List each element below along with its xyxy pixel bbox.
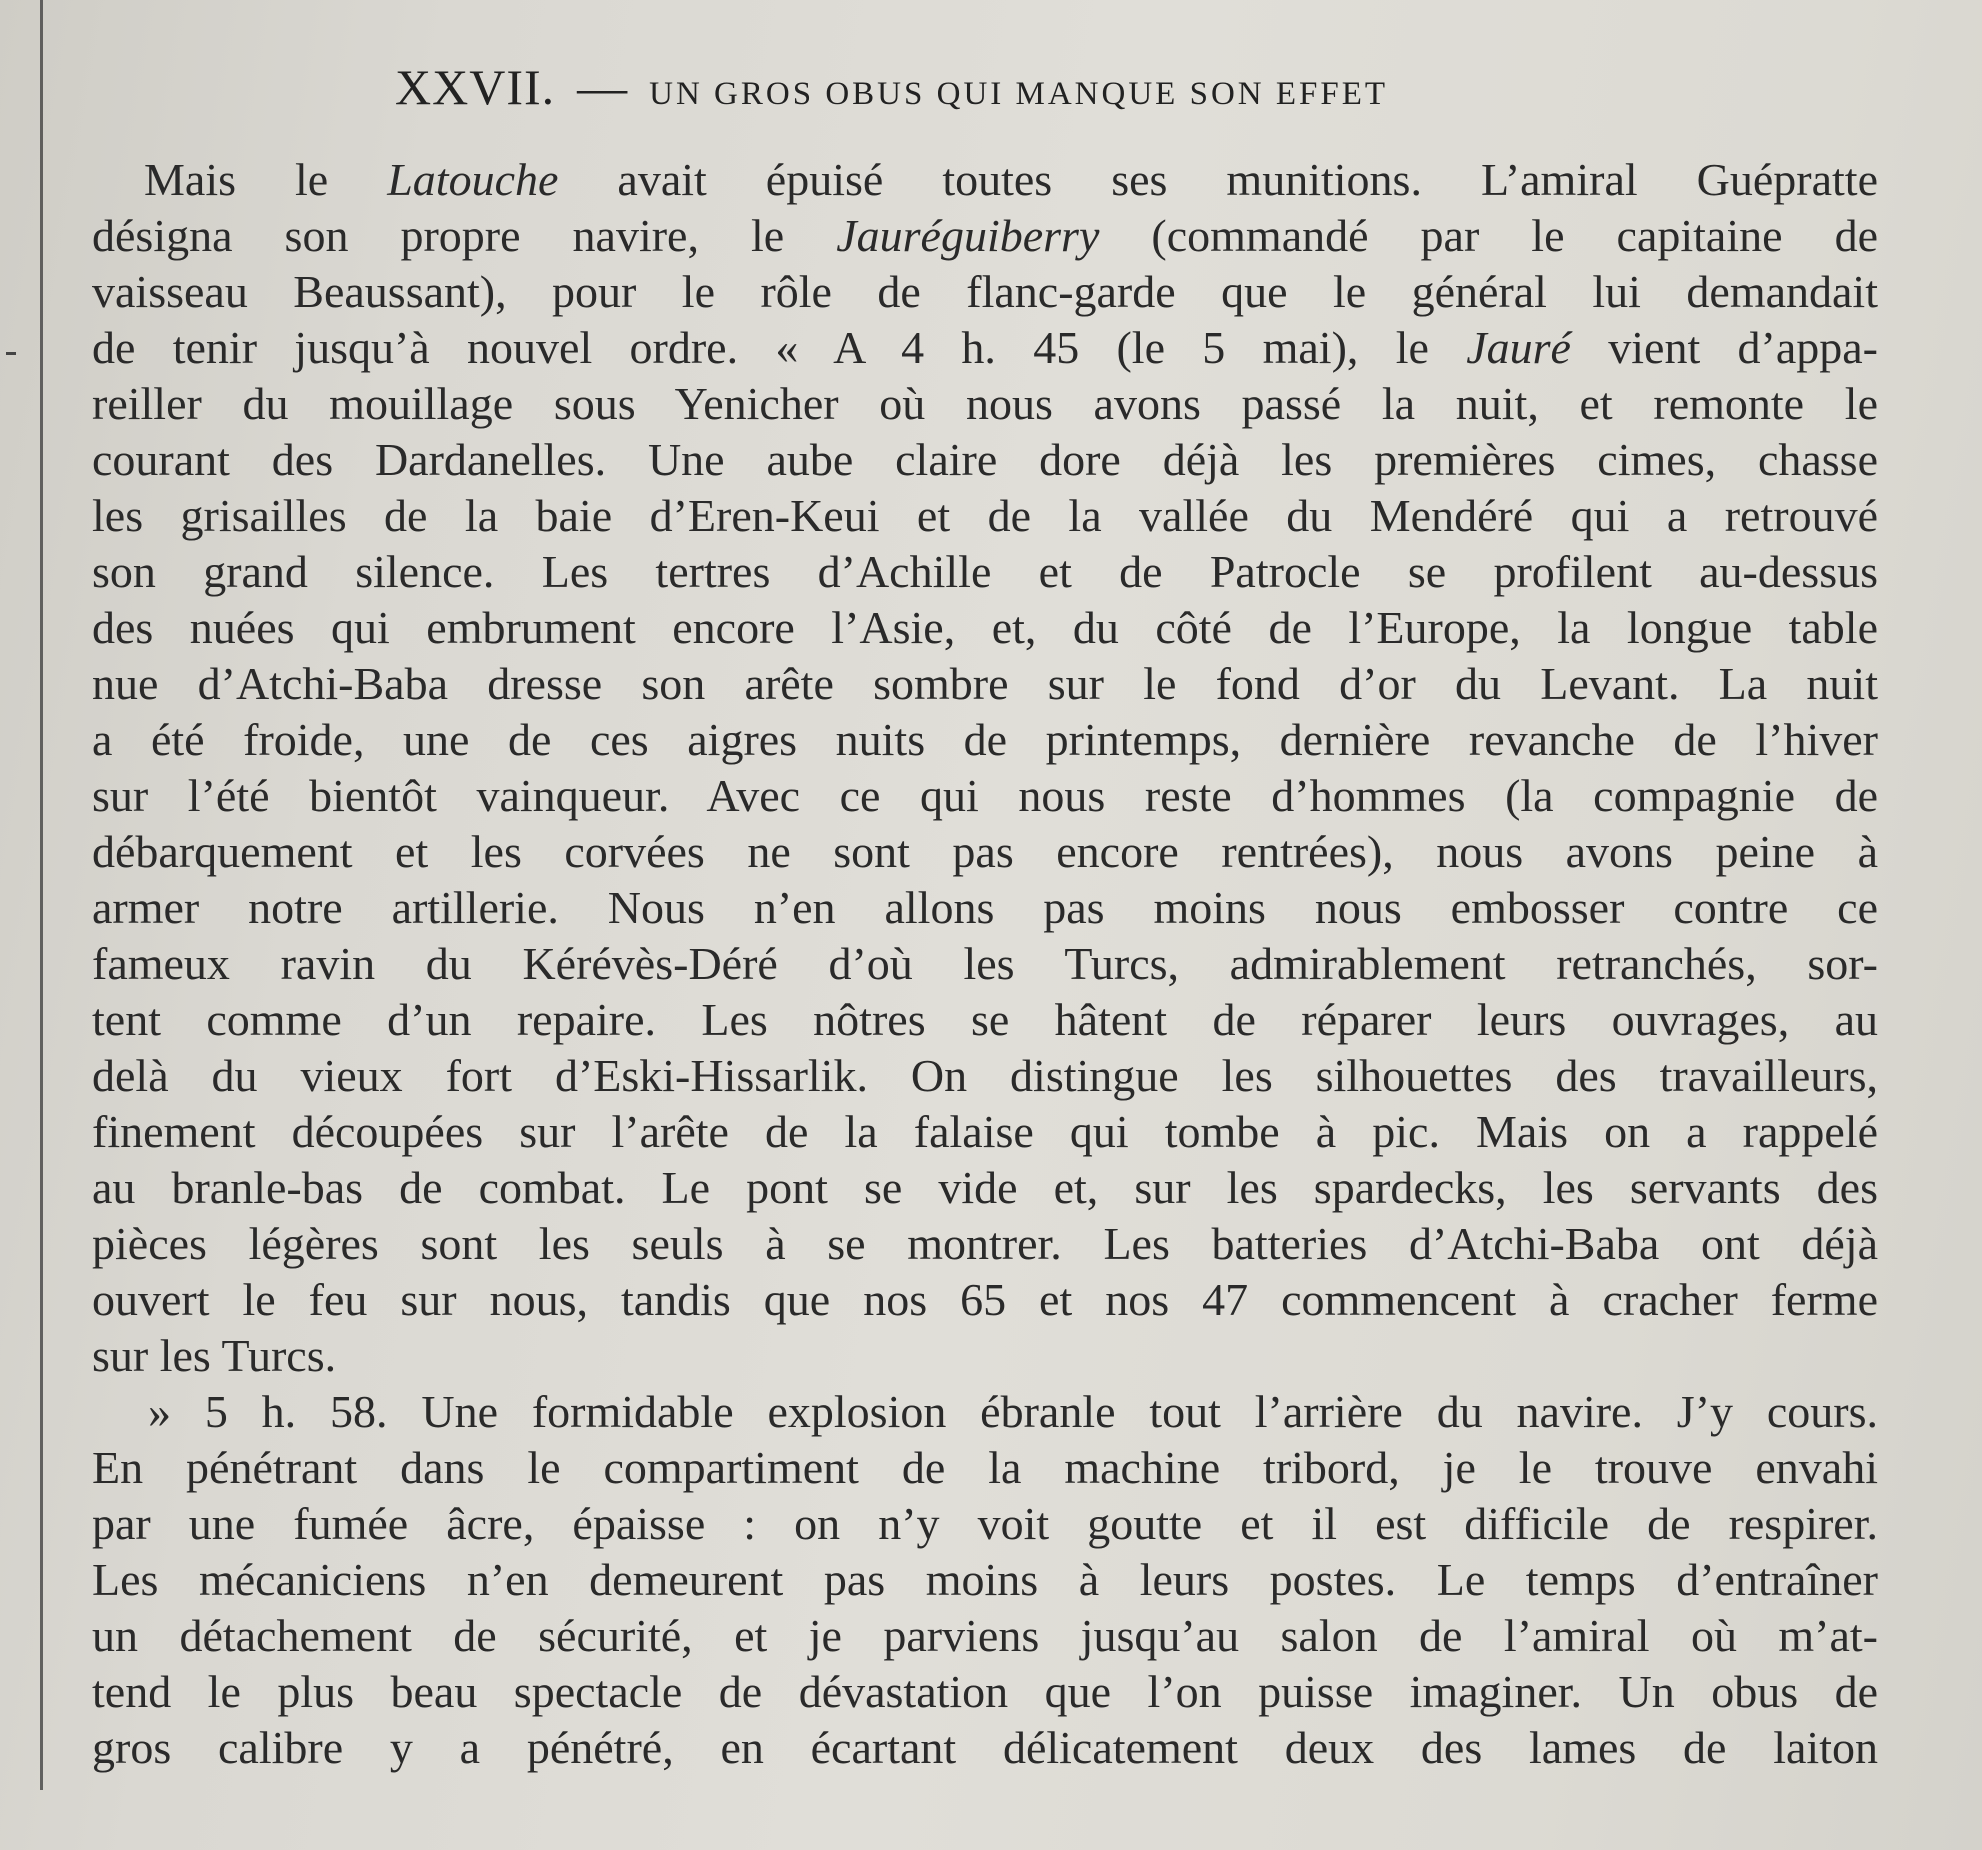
text-line: tend le plus beau spectacle de dévastation que l’on puisse imaginer. Un obus de [92, 1666, 1878, 1717]
text-line: de tenir jusqu’à nouvel ordre. « A 4 h. 45 (le 5 mai), le Jauré vient d’appa- [92, 322, 1878, 373]
text-line: des nuées qui embrument encore l’Asie, et, du côté de l’Europe, la longue table [92, 602, 1878, 653]
text-line: tent comme d’un repaire. Les nôtres se hâtent de réparer leurs ouvrages, au [92, 994, 1878, 1045]
chapter-heading [395, 58, 1695, 128]
text-line: désigna son propre navire, le Jauréguiberry (commandé par le capitaine de [92, 210, 1878, 261]
body-text [92, 152, 1878, 1776]
chapter-separator: — [577, 59, 628, 115]
text-line: pièces légères sont les seuls à se montrer. Les batteries d’Atchi-Baba ont déjà [92, 1218, 1878, 1269]
chapter-number: XXVII. [395, 59, 556, 115]
text-line: Mais le Latouche avait épuisé toutes ses munitions. L’amiral Guépratte [144, 154, 1878, 205]
text-line: vaisseau Beaussant), pour le rôle de flanc-garde que le général lui demandait [92, 266, 1878, 317]
text-line: sur l’été bientôt vainqueur. Avec ce qui nous reste d’hommes (la compagnie de [92, 770, 1878, 821]
text-line: a été froide, une de ces aigres nuits de printemps, dernière revanche de l’hiver [92, 714, 1878, 765]
text-line: fameux ravin du Kérévès-Déré d’où les Turcs, admirablement retranchés, sor- [92, 938, 1878, 989]
text-line: gros calibre y a pénétré, en écartant délicatement deux des lames de laiton [92, 1722, 1878, 1773]
text-line: Les mécaniciens n’en demeurent pas moins à leurs postes. Le temps d’entraîner [92, 1554, 1878, 1605]
text-line: finement découpées sur l’arête de la falaise qui tombe à pic. Mais on a rappelé [92, 1106, 1878, 1157]
text-line: les grisailles de la baie d’Eren-Keui et de la vallée du Mendéré qui a retrouvé [92, 490, 1878, 541]
text-line: débarquement et les corvées ne sont pas encore rentrées), nous avons peine à [92, 826, 1878, 877]
text-line: au branle-bas de combat. Le pont se vide et, sur les spardecks, les servants des [92, 1162, 1878, 1213]
chapter-title: UN GROS OBUS QUI MANQUE SON EFFET [649, 76, 1389, 112]
text-line: reiller du mouillage sous Yenicher où nous avons passé la nuit, et remonte le [92, 378, 1878, 429]
text-line: son grand silence. Les tertres d’Achille et de Patrocle se profilent au-dessus [92, 546, 1878, 597]
text-line: nue d’Atchi-Baba dresse son arête sombre sur le fond d’or du Levant. La nuit [92, 658, 1878, 709]
text-line: par une fumée âcre, épaisse : on n’y voit goutte et il est difficile de respirer. [92, 1498, 1878, 1549]
text-line: un détachement de sécurité, et je parviens jusqu’au salon de l’amiral où m’at- [92, 1610, 1878, 1661]
margin-tick [6, 352, 16, 355]
text-line: ouvert le feu sur nous, tandis que nos 65 et nos 47 commencent à cracher ferme [92, 1274, 1878, 1325]
text-line: » 5 h. 58. Une formidable explosion ébranle tout l’arrière du navire. J’y cours. [148, 1386, 1878, 1437]
text-line: En pénétrant dans le compartiment de la machine tribord, je le trouve envahi [92, 1442, 1878, 1493]
text-line: courant des Dardanelles. Une aube claire dore déjà les premières cimes, chasse [92, 434, 1878, 485]
text-line: sur les Turcs. [92, 1330, 337, 1381]
margin-rule [40, 0, 43, 1790]
text-line: armer notre artillerie. Nous n’en allons pas moins nous embosser contre ce [92, 882, 1878, 933]
text-line: delà du vieux fort d’Eski-Hissarlik. On distingue les silhouettes des travailleurs, [92, 1050, 1878, 1101]
